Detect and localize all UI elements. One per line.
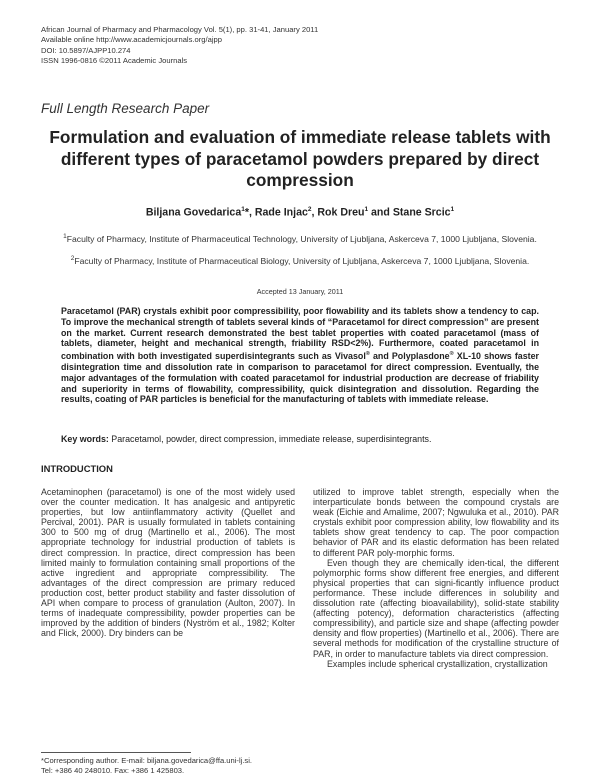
- author-sup: 1: [450, 206, 455, 213]
- body-paragraph: utilized to improve tablet strength, especially when the interparticulate bonds between the compound crystals are weak (Eichie and Amalime, 2007; Ngwuluka et al., 2010). PAR crystals exhibit poor compression ability, low flowability and its tablets show great tendency to cap. The poor compaction behavior of PAR and its elastic deformation has been related to different PAR poly-morphic forms.: [313, 487, 559, 558]
- paper-title: Formulation and evaluation of immediate release tablets with different types of paracetamol powders prepared by direct compression: [49, 127, 551, 190]
- affiliation-sup: 1: [63, 233, 67, 240]
- journal-citation: African Journal of Pharmacy and Pharmacology Vol. 5(1), pp. 31-41, January 2011: [41, 25, 319, 34]
- column-left: [41, 487, 295, 638]
- registered-mark: ®: [449, 351, 454, 358]
- keywords-text: Paracetamol, powder, direct compression, immediate release, superdisintegrants.: [108, 434, 432, 444]
- author-separator: ,: [311, 206, 318, 219]
- author-sup: 1: [241, 206, 245, 213]
- body-paragraph: Examples include spherical crystallization, crystallization: [327, 658, 548, 669]
- author-separator: *,: [244, 206, 255, 219]
- body-paragraph: Acetaminophen (paracetamol) is one of the most widely used over the counter medication. It has analgesic and antipyretic properties, but low antiinflammatory activity (Quellet and Percival, 2001). PAR is usually formulated in tablets containing 300 to 500 mg of drug (Martinello et al., 2006). The most appropriate technology for industrial production of tablets is direct compression. In practice, direct compression has been limited mainly to formulation containing small proportions of the active ingredient and appropriate compressibility. The advantages of the direct compression are primary reduced production cost, better product stability and faster dissolution of API when compare to process of granulation (Aulton, 2007). In terms of inadequate compressibility, powder properties can be improved by the addition of binders (Nyström et al., 1982; Kolter and Flick, 2000). Dry binders can be: [41, 487, 295, 639]
- keywords: [61, 434, 539, 444]
- affiliation-2: [40, 253, 560, 267]
- author-separator: and: [368, 206, 393, 219]
- abstract: [61, 306, 539, 405]
- affiliation-text: Faculty of Pharmacy, Institute of Pharmaceutical Technology, University of Ljubljana, Askerceva 7, 1000 Ljubljana, Slovenia.: [66, 233, 537, 244]
- affiliation-1: [40, 231, 560, 245]
- registered-mark: ®: [365, 351, 370, 358]
- journal-doi: DOI: 10.5897/AJPP10.274: [41, 45, 131, 55]
- author-sup: 1: [364, 206, 369, 213]
- journal-issn: ISSN 1996-0816 ©2011 Academic Journals: [41, 55, 188, 65]
- section-heading-introduction: INTRODUCTION: [41, 463, 113, 474]
- paper-type: Full Length Research Paper: [41, 101, 210, 116]
- author-list: [40, 206, 560, 219]
- journal-header: [41, 25, 318, 66]
- author-sup: 2: [307, 206, 312, 213]
- abstract-text: and Polyplasdone: [369, 351, 450, 362]
- footnote-phone-line: Tel: +386 40 248010. Fax: +386 1 425803.: [41, 765, 185, 775]
- abstract-text: XL-10 shows faster disintegration time and dissolution rate in comparison to paracetamol for direct compression. Eventually, the major advantages of the formulation with coated paracetamol for industrial production are decrease of friability and superiority in terms of flowability, compressibility, quick disintegration and dissolution. Regarding the results, coating of PAR particles is beneficial for the manufacturing of tablets with immediate release.: [61, 351, 539, 405]
- column-right: [313, 487, 559, 669]
- author-name: Biljana Govedarica: [145, 206, 242, 219]
- author-name: Rok Dreu: [317, 206, 365, 219]
- author-name: Rade Injac: [254, 206, 308, 219]
- footnote-email-line: *Corresponding author. E-mail: biljana.govedarica@ffa.uni-lj.si.: [41, 756, 253, 765]
- keywords-label: Key words:: [61, 434, 109, 444]
- affiliation-text: Faculty of Pharmacy, Institute of Pharmaceutical Biology, University of Ljubljana, Askerceva 7, 1000 Ljubljana, Slovenia.: [74, 255, 530, 266]
- abstract-text: Paracetamol (PAR) crystals exhibit poor compressibility, poor flowability and its tablets show a tendency to cap. To improve the mechanical strength of tablets several kinds of “Paracetamol for direct compression” are present on the market. Current research demonstrated the best tablet properties with coated paracetamol (mass of tablets, diameter, height and mechanical strength, friability RSD<2%). Furthermore, coated paracetamol in combination with both investigated superdisintegrants such as Vivasol: [61, 306, 539, 362]
- accepted-date: Accepted 13 January, 2011: [256, 287, 344, 296]
- footnote: [41, 756, 301, 775]
- affiliation-sup: 2: [70, 255, 75, 262]
- journal-availability: Available online http://www.academicjournals.org/ajpp: [41, 35, 222, 45]
- body-paragraph: Even though they are chemically iden-tical, the different polymorphic forms show different free energies, and different physical properties that can signi-ficantly influence product performance. These include differences in solubility and dissolution rate (affecting bioavailability), solid-state stability (affecting potency), deformation characteristics (affecting compressibility), and particle size and shape (affecting powder density and flow properties) (Martinello et al., 2006). There are several methods for modification of the crystalline structure of PAR, in order to manufacture tablets via direct compression.: [313, 557, 559, 659]
- footnote-divider: [41, 752, 191, 753]
- author-name: Stane Srcic: [392, 206, 451, 219]
